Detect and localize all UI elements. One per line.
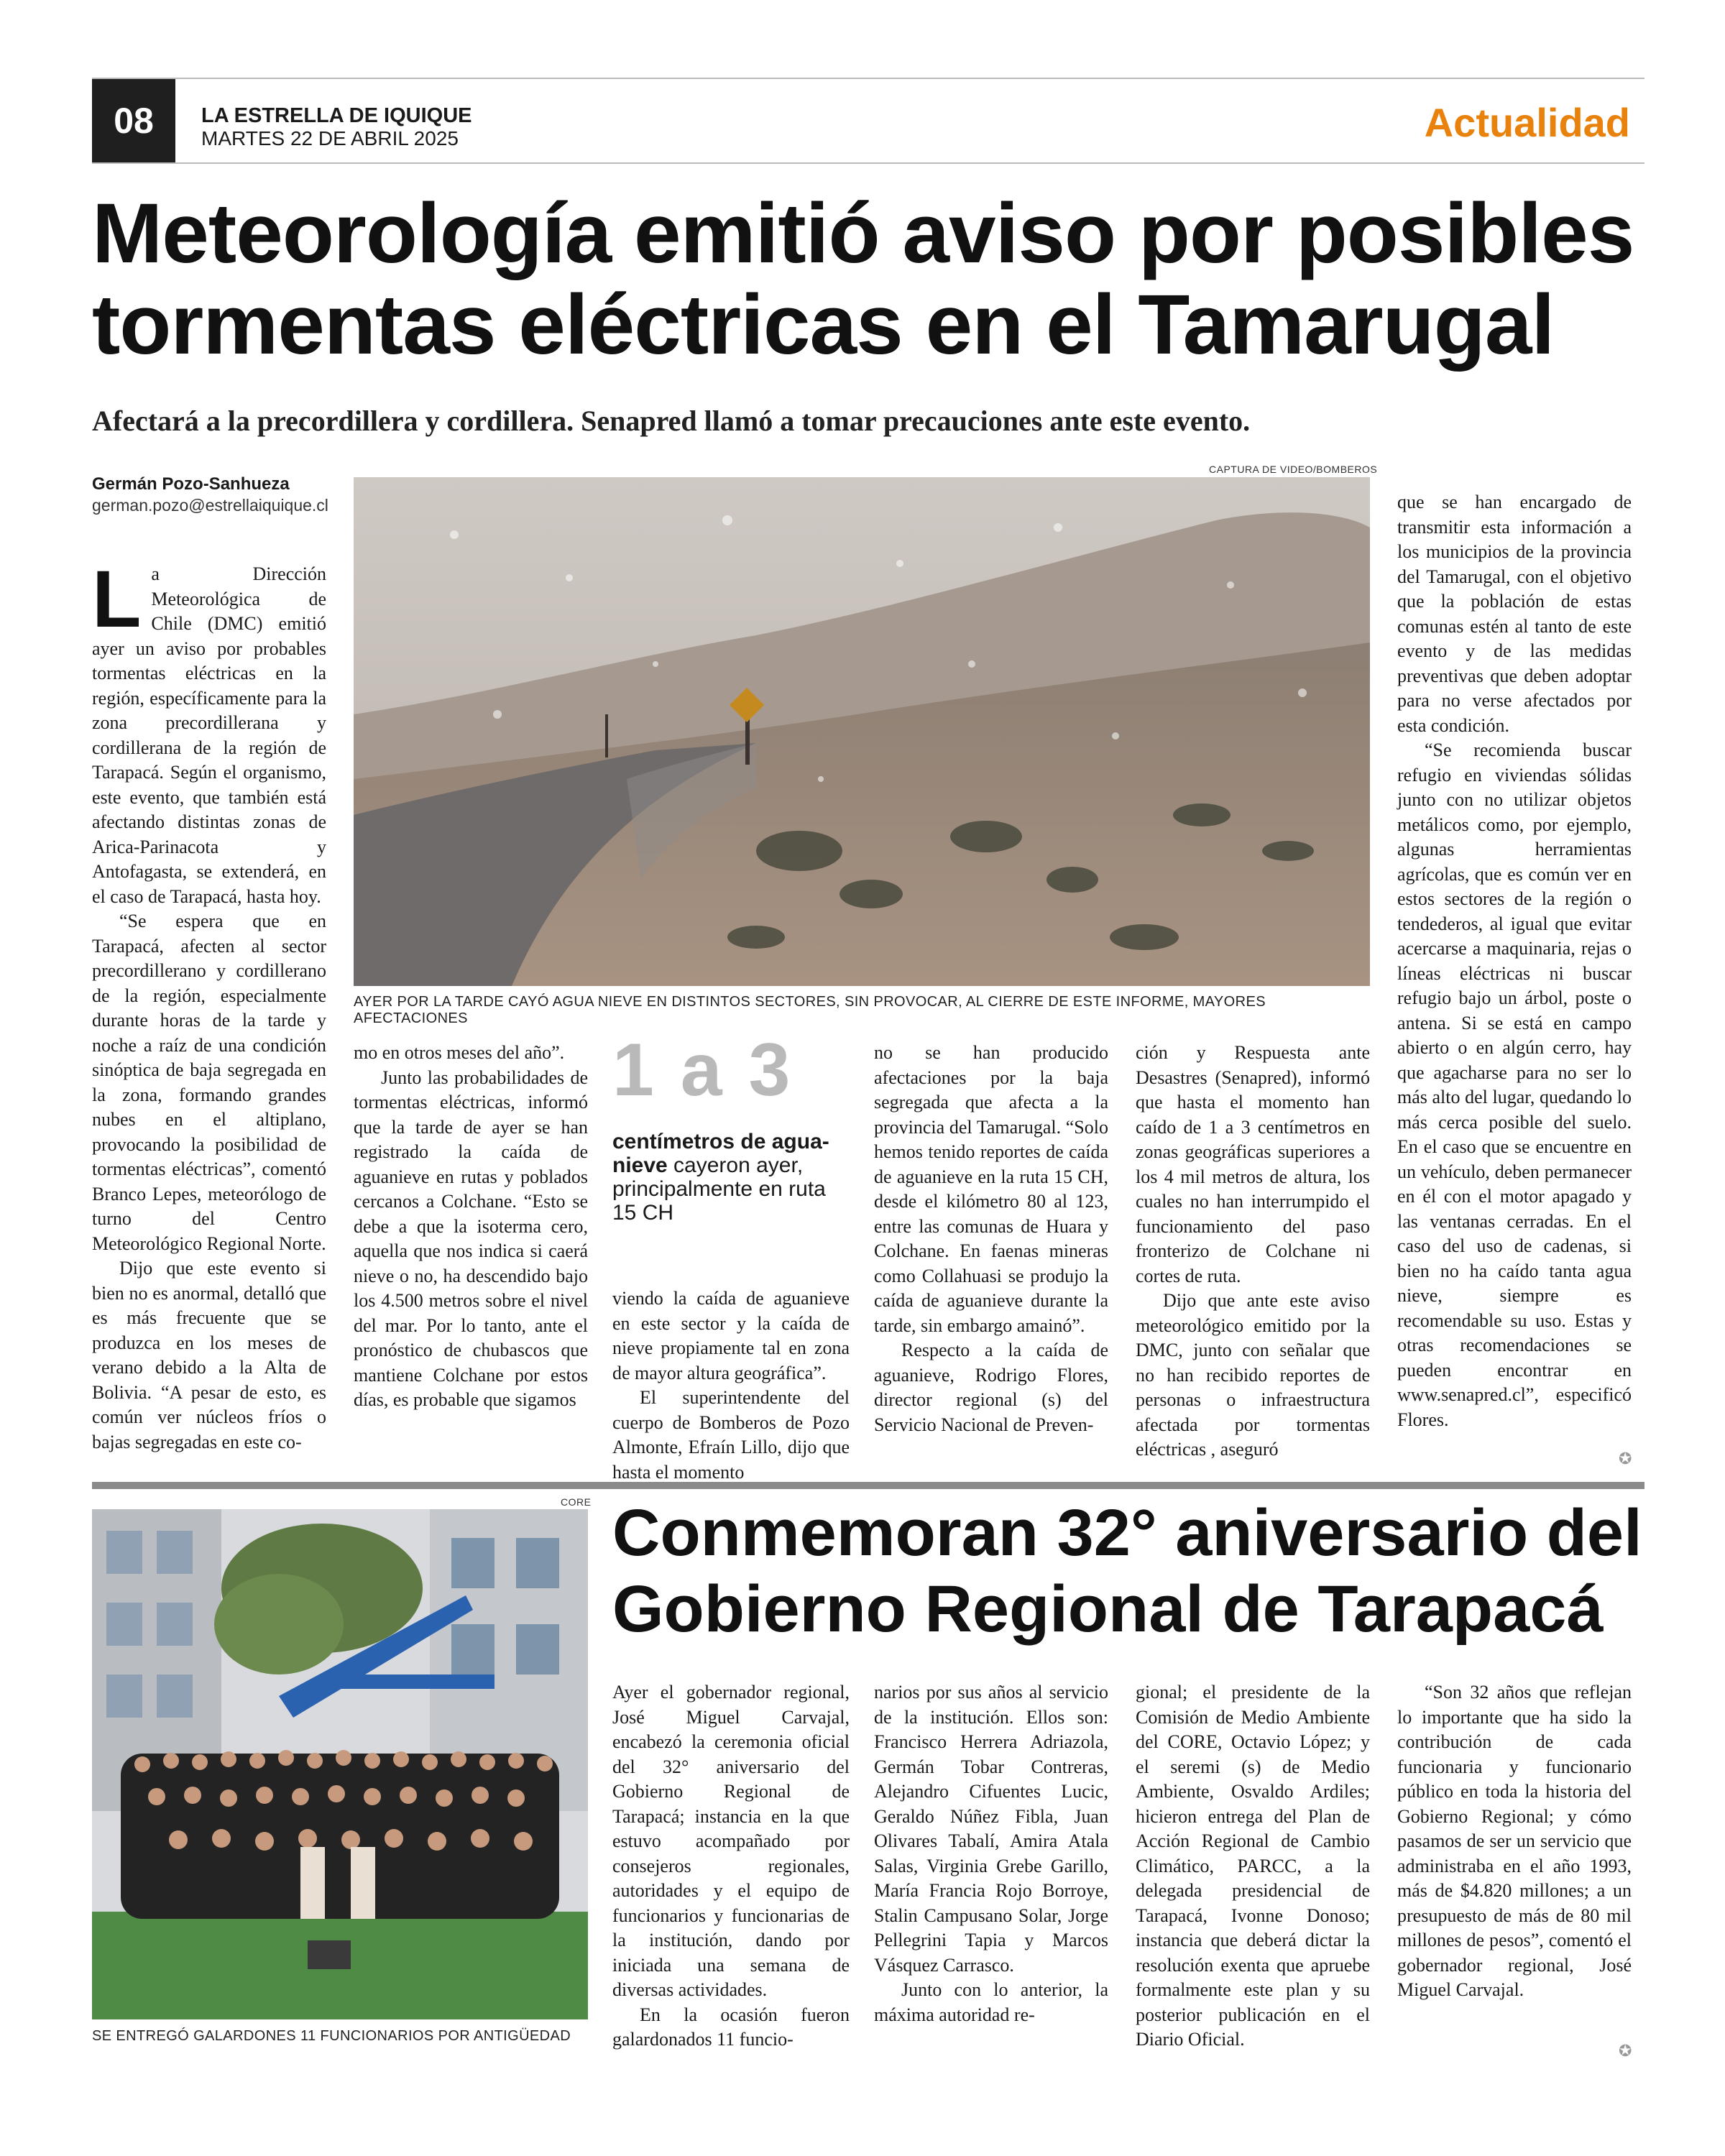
- article1-column-2: [354, 1041, 588, 1413]
- headline-line-2: tormentas eléctricas en el Tamarugal: [92, 277, 1555, 372]
- drop-cap: L: [92, 554, 142, 644]
- article2-paragraph: Ayer el gobernador regional, José Miguel Carvajal, encabezó la ceremonia oficial del 32° aniversario del Gobierno Regional de Tarapacá; instancia en la que estuvo acompañado por consejeros regionales, autoridades y el equipo de funcionarios y funcionarias de la institución, dando por iniciada una semana de diversas actividades.: [612, 1682, 850, 2000]
- article-separator: [92, 1482, 1644, 1489]
- article2-column-3: [1136, 1680, 1370, 2053]
- article1-paragraph: no se han producido afectaciones por la baja segregada que afecta a la provincia del Tamarugal. “Solo hemos tenido reportes de caída de aguanieve en la ruta 15 CH, desde el kilómetro 80 al 123, entre las comunas de Huara y Colchane. En faenas mineras como Collahuasi se produjo la caída de aguanieve durante la tarde, sin embargo amainó”.: [874, 1042, 1108, 1336]
- headline-line-2: Gobierno Regional de Tarapacá: [612, 1572, 1604, 1646]
- article2-paragraph: narios por sus años al servicio de la institución. Ellos son: Francisco Herrera Adriazola, Germán Tobar Contreras, Alejandro Cifuentes Lucic, Geraldo Núñez Fibla, Juan Olivares Tabalí, Amira Atala Salas, Virginia Grebe Garillo, María Francia Rojo Borroye, Stalin Campusano Solar, Jorge Pellegrini Tapia y Marcos Vásquez Carrasco.: [874, 1682, 1108, 1976]
- top-rule: [92, 78, 1644, 79]
- article2-paragraph: gional; el presidente de la Comisión de Medio Ambiente del CORE, Octavio López; y el seremi (s) de Medio Ambiente, Osvaldo Ardiles; hicieron entrega del Plan de Acción Regional de Cambio Climático, PARCC, a la delegada presidencial de Tarapacá, Ivonne Donoso; instancia que deberá dictar la resolución exenta que apruebe formalmente este plan y su posterior publicación en el Diario Oficial.: [1136, 1682, 1370, 2050]
- article1-paragraph: Respecto a la caída de aguanieve, Rodrigo Flores, director regional (s) del Servicio Nacional de Preven-: [874, 1340, 1108, 1435]
- article1-column-5: [1136, 1041, 1370, 1462]
- article1-paragraph: mo en otros meses del año”.: [354, 1042, 565, 1063]
- article2-headline: [612, 1495, 1647, 1647]
- article1-paragraph: Dijo que este evento si bien no es anormal, detalló que es más frecuente que se produzca en los meses de verano debido a la Alta de Bolivia. “A pesar de esto, es común ver núcleos fríos o bajas segregadas en este co-: [92, 1258, 326, 1452]
- storm-road-photo-art: [354, 477, 1370, 986]
- article2-paragraph: En la ocasión fueron galardonados 11 funcio-: [612, 2004, 850, 2050]
- section-label: Actualidad: [1424, 100, 1630, 145]
- article2-paragraph: “Son 32 años que reflejan lo importante que ha sido la contribución de cada funcionaria y funcionario público en toda la historia del Gobierno Regional; y cómo pasamos de ser un servicio que administraba en el año 1993, más de $4.820 millones; a un presupuesto de más de 80 mil millones de pesos”, comentó el gobernador regional, José Miguel Carvajal.: [1397, 1682, 1632, 2000]
- ceremony-group-photo: [92, 1509, 588, 2019]
- stat-bold: centímetros de agua-nieve: [612, 1130, 829, 1177]
- stat-description: [612, 1130, 850, 1225]
- photo2-credit: CORE: [561, 1496, 592, 1508]
- article1-paragraph: La Dirección Meteorológica de Chile (DMC) emitió ayer un aviso por probables tormentas eléctricas en la región, específicamente para la zona precordillerana y cordillerana de la región de Tarapacá. Según el organismo, este evento, que también está afectando distintas zonas de Arica-Parinacota y Antofagasta, se extenderá, en el caso de Tarapacá, hasta hoy.: [92, 554, 326, 907]
- end-of-article-icon: ✪: [1619, 2042, 1632, 2060]
- article1-paragraph: “Se espera que en Tarapacá, afecten al sector precordillerano y cordillerano de la región, especialmente durante horas de la tarde y noche a raíz de una condición sinóptica de baja segregada en la zona, formando grandes nubes en el altiplano, provocando la posibilidad de tormentas eléctricas”, comentó Branco Lepes, meteorólogo de turno del Centro Meteorológico Regional Norte.: [92, 911, 326, 1254]
- newspaper-name: LA ESTRELLA DE IQUIQUE: [201, 104, 472, 127]
- article1-paragraph: El superintendente del cuerpo de Bomberos de Pozo Almonte, Efraín Lillo, dijo que hasta el momento: [612, 1387, 850, 1483]
- article1-dek: Afectará a la precordillera y cordillera. Senapred llamó a tomar precauciones ante este evento.: [92, 405, 1251, 437]
- article1-paragraph: Junto las probabilidades de tormentas eléctricas, informó que la tarde de ayer se han registrado la caída de aguanieve en rutas y poblados cercanos a Colchane. “Esto se debe a que la isoterma cero, aquella que nos indica si caerá nieve o no, ha descendido bajo los 4.500 metros sobre el nivel del mar. Por lo tanto, ante el pronóstico de chubascos que mantiene Colchane por estos días, es probable que sigamos: [354, 1067, 588, 1410]
- article2-paragraph: Junto con lo anterior, la máxima autoridad re-: [874, 1979, 1108, 2025]
- article1-paragraph: que se han encargado de transmitir esta información a los municipios de la provincia del Tamarugal, con el objetivo que la población de estas comunas estén al tanto de este evento y de las medidas preventivas que deben adoptar para no verse afectados por esta condición.: [1397, 492, 1632, 736]
- headline-line-1: Meteorología emitió aviso por posibles: [92, 186, 1634, 281]
- headline-line-1: Conmemoran 32° aniversario del: [612, 1496, 1642, 1570]
- article1-paragraph: Dijo que ante este aviso meteorológico emitido por la DMC, junto con señalar que no han recibido reportes de personas o infraestructura afectada por tormentas eléctricas , aseguró: [1136, 1290, 1370, 1460]
- photo2-caption: SE ENTREGÓ GALARDONES 11 FUNCIONARIOS POR ANTIGÜEDAD: [92, 2028, 571, 2044]
- article1-column-6: [1397, 490, 1632, 1432]
- ceremony-group-photo-art: [92, 1509, 588, 2019]
- page-number: 08: [92, 79, 175, 162]
- stat-rest: cayeron ayer, principalmente en ruta 15 CH: [612, 1153, 826, 1225]
- stat-number: 1 a 3: [612, 1028, 794, 1112]
- article1-column-3: [612, 1286, 850, 1485]
- article1-paragraph: “Se recomienda buscar refugio en viviendas sólidas junto con no utilizar objetos metálicos como, por ejemplo, algunas herramientas agrícolas, que es común ver en estos sectores de la región o tendederos, al igual que evitar acercarse a maquinaria, rejas o líneas eléctricas ni buscar refugio bajo un árbol, poste o antena. Si se está en campo abierto o en algún cerro, hay que agacharse para no ser lo más alto del lugar, quedando lo más cerca posible del suelo. En el caso que se encuentre en un vehículo, deben permanecer en él con el motor apagado y las ventanas cerradas. En el caso del uso de cadenas, si bien no ha caído tanta agua nieve, siempre es recomendable su uso. Estas y otras recomendaciones se pueden encontrar en www.senapred.cl”, especificó Flores.: [1397, 740, 1632, 1430]
- photo1-caption: AYER POR LA TARDE CAYÓ AGUA NIEVE EN DISTINTOS SECTORES, SIN PROVOCAR, AL CIERRE DE ESTE INFORME, MAYORES AFECTACIONES: [354, 994, 1266, 1026]
- article1-paragraph: viendo la caída de aguanieve en este sector y la caída de nieve propiamente tal en zona de mayor altura geográfica”.: [612, 1288, 850, 1383]
- end-of-article-icon: ✪: [1619, 1450, 1632, 1468]
- article1-column-4: [874, 1041, 1108, 1437]
- photo1-credit: CAPTURA DE VIDEO/BOMBEROS: [1209, 464, 1378, 475]
- issue-date: MARTES 22 DE ABRIL 2025: [201, 127, 459, 149]
- article2-column-1: [612, 1680, 850, 2053]
- article1-column-1: [92, 554, 326, 1455]
- article2-column-2: [874, 1680, 1108, 2027]
- article1-headline: [92, 188, 1644, 371]
- header-rule: [92, 162, 1644, 164]
- article1-paragraph: ción y Respuesta ante Desastres (Senapred), informó que hasta el momento han caído de 1 a 3 centímetros en zonas geográficas superiores a los 4 mil metros de altura, los cuales no han interrumpido el funcionamiento del paso fronterizo de Colchane ni cortes de ruta.: [1136, 1042, 1370, 1286]
- storm-road-photo: [354, 477, 1370, 986]
- article2-column-4: [1397, 1680, 1632, 2003]
- author-email: german.pozo@estrellaiquique.cl: [92, 496, 328, 515]
- author-name: Germán Pozo-Sanhueza: [92, 474, 290, 494]
